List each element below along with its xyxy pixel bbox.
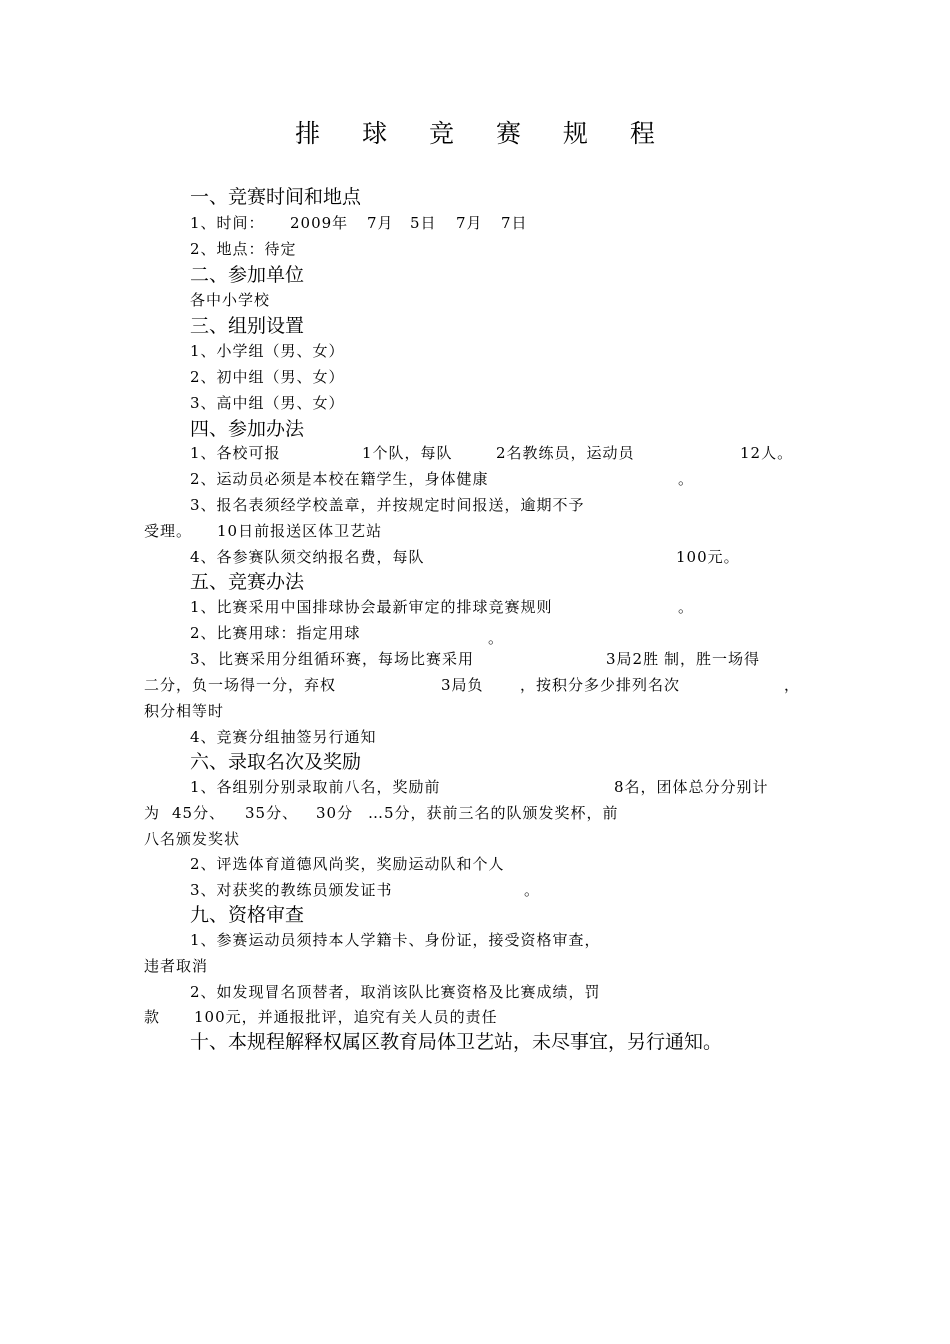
body-line-comp-1 (190, 597, 710, 617)
body-line-group-senior: 3、高中组（男、女） (190, 394, 345, 412)
body-line-awards-2: 2、评选体育道德风尚奖，奖励运动队和个人 (190, 855, 505, 873)
body-line-entry-1 (190, 443, 810, 463)
body-line-entry-4 (190, 547, 750, 567)
section-heading-entry: 四、参加办法 (190, 418, 305, 440)
body-line-comp-3 (190, 649, 761, 669)
elig-2-cont-a: 款 (144, 1008, 161, 1026)
body-line-entry-3-cont (144, 521, 404, 541)
body-line-comp-3-cont (144, 675, 804, 695)
awards-3-b: 。 (524, 881, 541, 899)
awards-1-cont-c: 35分、 (245, 804, 299, 822)
time-start-day: 5日 (410, 214, 437, 232)
body-line-awards-1-cont (144, 803, 624, 823)
comp-2-b: 。 (488, 629, 505, 647)
entry-1-a: 1、各校可报 (190, 444, 281, 462)
entry-4-b: 100元。 (676, 548, 740, 566)
awards-1-cont-b: 45分、 (172, 804, 226, 822)
entry-2-b: 。 (678, 470, 695, 488)
page-title: 排 球 竞 赛 规 程 (295, 119, 672, 148)
section-heading-interpretation: 十、本规程解释权属区教育局体卫艺站，未尽事宜，另行通知。 (190, 1031, 723, 1053)
body-line-comp-2 (190, 623, 510, 647)
awards-1-cont-a: 为 (144, 804, 161, 822)
body-line-comp-4: 4、竞赛分组抽签另行通知 (190, 728, 377, 746)
body-line-elig-2: 2、如发现冒名顶替者，取消该队比赛资格及比赛成绩，罚 (190, 983, 601, 1001)
section-heading-groups: 三、组别设置 (190, 315, 305, 337)
time-label: 1、时间： (190, 214, 265, 232)
entry-1-c: 2名教练员，运动员 (496, 444, 635, 462)
awards-1-cont-d: 30分 (316, 804, 354, 822)
body-line-group-junior: 2、初中组（男、女） (190, 368, 345, 386)
entry-3-cont-a: 受理。 (144, 522, 193, 540)
body-line-entry-3: 3、报名表须经学校盖章，并按规定时间报送，逾期不予 (190, 496, 585, 514)
awards-3-a: 3、对获奖的教练员颁发证书 (190, 881, 393, 899)
comp-3-c: 3局2胜 (606, 650, 660, 668)
time-end-month: 7月 (456, 214, 483, 232)
comp-3-cont-c: ，按积分多少排列名次 (520, 676, 681, 694)
awards-1-b: 8名，团体总分分别计 (614, 778, 769, 796)
elig-2-cont-b: 100元，并通报批评，追究有关人员的责任 (194, 1008, 498, 1026)
body-line-participants: 各中小学校 (190, 291, 271, 309)
entry-4-a: 4、各参赛队须交纳报名费，每队 (190, 548, 425, 566)
time-start-month: 7月 (367, 214, 394, 232)
section-heading-participants: 二、参加单位 (190, 264, 305, 286)
awards-1-a: 1、各组别分别录取前八名，奖励前 (190, 778, 441, 796)
body-line-comp-3-cont2: 积分相等时 (144, 702, 225, 720)
time-end-day: 7日 (501, 214, 528, 232)
time-year: 2009年 (290, 214, 349, 232)
awards-1-cont-e: …5分，获前三名的队颁发奖杯，前 (368, 804, 619, 822)
comp-3-a: 3、 (190, 650, 217, 668)
comp-3-d: 制，胜一场得 (664, 650, 761, 668)
entry-1-d: 12人。 (740, 444, 794, 462)
entry-2-a: 2、运动员必须是本校在籍学生，身体健康 (190, 470, 489, 488)
body-line-awards-1-cont2: 八名颁发奖状 (144, 830, 241, 848)
comp-3-cont-d: ， (784, 676, 801, 694)
body-line-awards-1 (190, 777, 769, 797)
comp-2-a: 2、比赛用球：指定用球 (190, 624, 361, 642)
body-line-elig-1: 1、参赛运动员须持本人学籍卡、身份证，接受资格审查， (190, 931, 601, 949)
body-line-group-primary: 1、小学组（男、女） (190, 342, 345, 360)
section-heading-competition: 五、竞赛办法 (190, 571, 305, 593)
body-line-place: 2、地点：待定 (190, 240, 297, 258)
body-line-elig-2-cont (144, 1007, 544, 1027)
body-line-awards-3 (190, 880, 550, 900)
comp-1-b: 。 (678, 598, 695, 616)
comp-1-a: 1、比赛采用中国排球协会最新审定的排球竞赛规则 (190, 598, 553, 616)
comp-3-cont-b: 3局负 (441, 676, 484, 694)
section-heading-awards: 六、录取名次及奖励 (190, 751, 362, 773)
body-line-time (190, 213, 550, 233)
comp-3-cont-a: 二分，负一场得一分，弃权 (144, 676, 337, 694)
section-heading-eligibility: 九、资格审查 (190, 904, 305, 926)
body-line-entry-2 (190, 469, 710, 489)
section-heading-time-place: 一、竞赛时间和地点 (190, 186, 362, 208)
entry-1-b: 1个队，每队 (362, 444, 453, 462)
entry-3-cont-b: 10日前报送区体卫艺站 (217, 522, 383, 540)
comp-3-b: 比赛采用分组循环赛，每场比赛采用 (218, 650, 475, 668)
body-line-elig-1-cont: 违者取消 (144, 957, 209, 975)
